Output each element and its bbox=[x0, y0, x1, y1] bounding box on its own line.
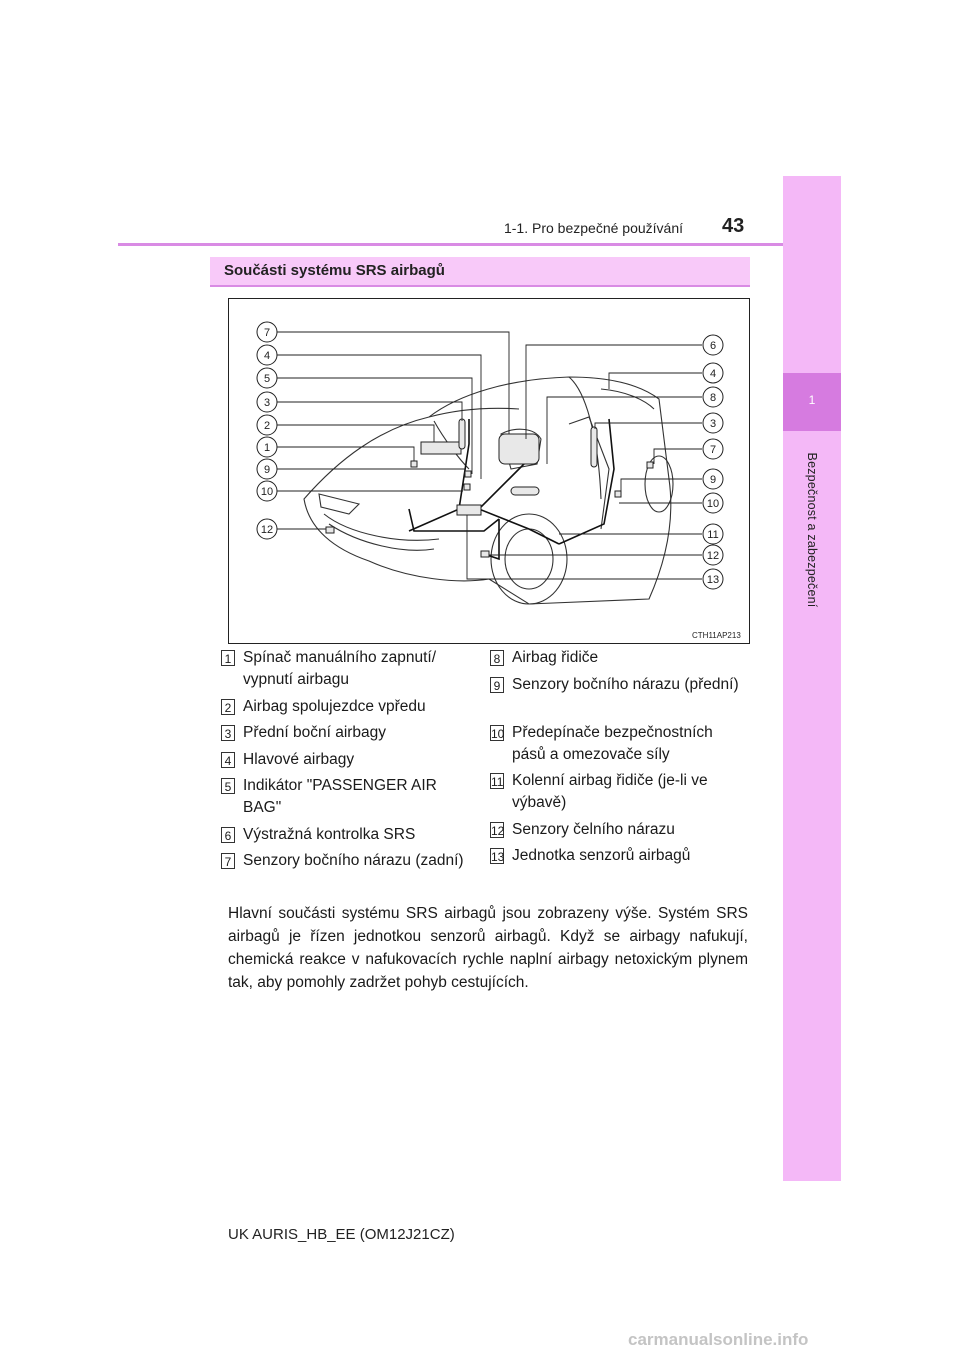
legend-number: 13 bbox=[491, 850, 505, 864]
legend-text: Spínač manuálního zapnutí/ vypnutí airbagu bbox=[243, 649, 437, 688]
legend-number: 9 bbox=[490, 677, 504, 693]
callout-left-2-label: 5 bbox=[263, 373, 271, 385]
page-number: 43 bbox=[722, 215, 745, 237]
legend-text: Airbag spolujezdce vpředu bbox=[243, 698, 426, 715]
legend-number: 10 bbox=[491, 727, 505, 741]
callout-right-7-label: 11 bbox=[707, 529, 719, 541]
diagram-code: CTH11AP213 bbox=[692, 631, 741, 640]
legend-text: Senzory bočního nárazu (přední) bbox=[512, 676, 739, 693]
car-illustration bbox=[229, 299, 749, 643]
chapter-side-tab bbox=[783, 176, 841, 1181]
airbag-diagram bbox=[228, 298, 750, 644]
callout-left-7-label: 10 bbox=[260, 486, 274, 498]
callout-left-3-label: 3 bbox=[263, 397, 271, 409]
legend-text: Hlavové airbagy bbox=[243, 751, 355, 768]
airbag-components bbox=[326, 419, 653, 557]
callout-right-8-label: 12 bbox=[706, 550, 720, 562]
callout-left-1-label: 4 bbox=[263, 350, 271, 362]
callout-left-0-label: 7 bbox=[263, 327, 271, 339]
legend-text: Indikátor "PASSENGER AIR BAG" bbox=[243, 777, 437, 816]
watermark: carmanualsonline.info bbox=[628, 1330, 809, 1349]
chapter-number: 1 bbox=[808, 393, 816, 407]
footer-code: UK AURIS_HB_EE (OM12J21CZ) bbox=[228, 1226, 455, 1243]
legend-text: Kolenní airbag řidiče (je-li ve výbavě) bbox=[512, 772, 708, 811]
legend-number: 11 bbox=[491, 775, 504, 789]
legend-text: Předepínače bezpečnostních pásů a omezovače síly bbox=[512, 724, 713, 763]
callout-left-6-label: 9 bbox=[263, 464, 271, 476]
legend-number: 1 bbox=[221, 650, 235, 666]
legend-number: 12 bbox=[491, 824, 505, 838]
legend-number: 4 bbox=[221, 752, 235, 768]
section-label: 1-1. Pro bezpečné používání bbox=[503, 220, 683, 236]
callouts-right bbox=[703, 335, 723, 589]
callout-right-0-label: 6 bbox=[709, 340, 717, 352]
callouts-left bbox=[257, 322, 277, 539]
chapter-title: Bezpečnost a zabezpečení bbox=[805, 452, 819, 608]
legend-text: Výstražná kontrolka SRS bbox=[243, 826, 416, 843]
header-rule bbox=[118, 243, 841, 246]
legend-text: Jednotka senzorů airbagů bbox=[512, 847, 691, 864]
legend-number: 6 bbox=[221, 827, 235, 843]
legend-text: Senzory bočního nárazu (zadní) bbox=[243, 852, 464, 869]
callout-right-9-label: 13 bbox=[706, 574, 720, 586]
callout-left-8-label: 12 bbox=[260, 524, 274, 536]
legend-number: 3 bbox=[221, 725, 235, 741]
callout-right-6-label: 10 bbox=[706, 498, 720, 510]
legend-text: Přední boční airbagy bbox=[243, 724, 387, 741]
callout-leaders bbox=[276, 332, 702, 579]
section-title: Součásti systému SRS airbagů bbox=[224, 262, 445, 279]
description-paragraph: Hlavní součásti systému SRS airbagů jsou zobrazeny výše. Systém SRS airbagů je řízen jednotkou senzorů airbagů. Když se airbagy nafukují, chemická reakce v nafukovacích rychle naplní airbagy netoxickým plynem tak, aby pomohly zadržet pohyb cestujících. bbox=[228, 905, 748, 991]
callout-right-5-label: 9 bbox=[709, 474, 717, 486]
legend-number: 5 bbox=[221, 778, 235, 794]
callout-left-4-label: 2 bbox=[263, 420, 271, 432]
legend-number: 7 bbox=[221, 853, 235, 869]
callout-right-4-label: 7 bbox=[709, 444, 717, 456]
callout-right-2-label: 8 bbox=[709, 392, 717, 404]
callout-right-3-label: 3 bbox=[709, 418, 717, 430]
callout-right-1-label: 4 bbox=[709, 368, 717, 380]
legend-number: 8 bbox=[490, 650, 504, 666]
callout-left-5-label: 1 bbox=[263, 442, 271, 454]
legend-text: Senzory čelního nárazu bbox=[512, 821, 675, 838]
legend-text: Airbag řidiče bbox=[512, 649, 599, 666]
legend-number: 2 bbox=[221, 699, 235, 715]
